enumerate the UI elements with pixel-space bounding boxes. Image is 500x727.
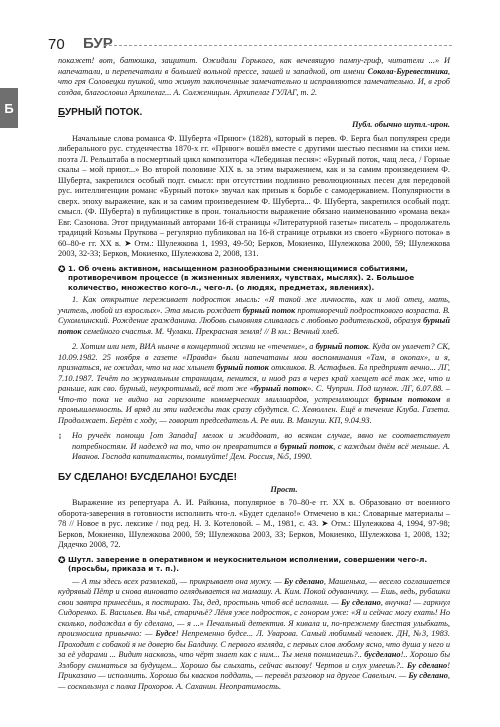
example-paragraph: 2. Хотим или нет, ВИА нынче в концертной жизни не «течение», а бурный поток. Куда он увлечет? СК, 10.09.1982. 25 ноября в газете «Правда» были напечатаны мои воспоминания «Там, в окопах», и я, признаться, не ожидал, что на нас хлынет бурный поток откликов. В. Астафьев. Бл предприят вечно... ЛГ, 7.10.1987. Течёт по журнальным страницам, пенится, и ниод раз в через край хлещет всё так же, что и раньше, как сво. бурный, неукротимый, всё тот же «бурный поток». С. Чуприн. Под шумок. ЛГ, 6.07.88. – Что-то пока не видно на горизонте коммерческих миллиардов, устремляющих бурным потоком в промышленность. И вряд ли эти надежды так сразу сбудутся. С. Хевюллен. Ещё в течение Клуба. Газета. Продолжает. Берёт с ходу, — говорит председатель А. Ре вии. В. Мангуш. КП, 9.04.93. [58, 342, 451, 425]
quote-fragment: , что гря Соловецки пушкой, что живут заключенные замечательно и исправляются замечательно. И, в гроб создав, благословил Архипелаг... А. Солженицын. Архипелаг ГУЛАГ, т. 2. [58, 66, 450, 97]
meaning-bullet-icon: ✪ [58, 263, 66, 274]
meaning-definition: 1. Об очень активном, насыщенном разнообразными сменяющимися событиями, противоречивом процессе (в жизненных явлениях, чувствах, мыслях). 2. Большое количество, множество кого-л., чего-л. (о людях, предметах, явлениях). [68, 263, 415, 292]
quote-fragment: ... [428, 56, 435, 65]
dict-note-text: Но ручеёк помощи [от Запада] мелок и жиддоват, во всяком случае, явно не соответствует потребностям. И надежд на то, что он превратится в бурный поток, с каждым днём всё меньше. А. Иванов. Господа капиталисты, помилуйте! Дем. Россия, №5, 1990. [72, 431, 451, 462]
entry-body: Выражение из репертуара А. И. Райкина, популярное в 70–80-е гг. XX в. Образовано от военного оборота-заверения в готовности исполнить что-л. «Будет сделано!» Отмечено в кн.: Словарные материалы – 78 // Новое в рус. лексике / под ред. Н. З. Котеловой. – М., 1981, с. 43. ➤ Отм.: Шулежкова 4, 1994, 97-98; Берков, Мокиенко, Шулежкова 2000, 59; Шулежкова 2003, 33; Берков, Мокиенко, Шулежкова 1, 2008, 132; Дядечко 2008, 72. [58, 498, 450, 550]
example-paragraph: 1. Как открытие переживает подросток мысль: «Я такой же личность, как и мой отец, мать, учитель, любой из взрослых». Эта мысль рождает бурный поток противоречий подросткового возраста. В. Сухомлинский. Рождение гражданина. Любовь сыновняя сливалась с любовью родительской, образуя бурный поток семейного счастья. М. Чулаки. Прекрасная земля! // В кн.: Вечный хлеб. [58, 295, 450, 336]
page-content [58, 56, 450, 692]
headword-accent: Б [58, 107, 65, 118]
quote-fragment: » И напечатали, и перепечатали в большей вольной прессе, зашей и западной, от имени [58, 56, 450, 76]
dictionary-note [58, 431, 450, 463]
page-number: 70 [48, 36, 65, 53]
meaning-definition: Шутл. заверение в оперативном и неукоснительном исполнении, совершении чего-л. (просьбы, приказа и т. п.). [68, 554, 428, 574]
entry-usage-label: Публ. обычно шутл.-ирон. [352, 120, 450, 129]
meaning-block [58, 264, 450, 293]
top-quote [58, 56, 450, 98]
example-paragraph: — А ты здесь всех развлекай, — прикрывает она мужу. — Бу сделано, Машенька, — весело соглашается кудрявый Пётр и снова виновато оглядывается на мамашу. А. Ким. Покой одуванчику. — Ешь, ведь, рубашки свои завтра принесёшь, я постираю. Ты, дед, простынь чтоб всё исполнил. — Бу сделано, внучка! — гаркнул Сидоренко. Б. Васильев. Вы чьё, старичьё? Лёня уже подросток, с гонором уже: «Я и сейчас могу ехать! Но сколько, подождал в бу сделано, — я ...» Печальный детектив. Я кивала и, по-прежнему блестая улыбкать, произносила привычно: — Будсе! Непременно будсе... Л. Уварова. Самый любимый человек. ДН, №3, 1983. Проходит с собакой я не доверю бы Балдину. С первого взгляда, с первых слов любому ясно, что душа у него и за её ударами ... Видит насквозь, что чёрт знает как с ним... Ты меня понимаешь?.. бусделано!.. Хорошо бы Зэлбору сниматься за будущем... Хорошо бы слыхать, сейчас вызову! Чертов и слух умеешь?.. Бу сделано! Приказано — исполнить. Хорошо бы квасков поддать, — перевёл разговор на другое Савельич. — Бу сделано, — соскользнул с полка Прохоров. А. Саханин. Неопратимость. [58, 576, 451, 691]
dict-note-icon: ↨ [58, 431, 62, 441]
entry-headword [58, 106, 450, 119]
entry-body: Начальные слова романса Ф. Шуберта «Прнюг» (1828), который в перев. Ф. Берга был популярен среди либерального рус. студенчества 1870-х гг. «Прнюг» вошёл вместе с другими шестью песнями на стихи нем. поэта Л. Рельштаба в посмертный цикл композитора «Лебединая песня»: «Бурный поток, чащ леса, / Горные скалы – мой приют...» Во второй половине XIX в. за этим выражением, как и за самим произведением Ф. Шуберта, закрепился особый подт. смысл: при отсутствии подлинно революционных песен для передовой рус. интеллигенции романс «Бурный поток» звучал как призыв к борьбе с самодержавием. Популярности в сверх. эпоху выражение, как и за самим произведением Ф. Шуберта... Ф. Шуберта, закрепился особый подт. смысл. (Ф. Шуберта) в публицистике в прон. тональности выражение обязано наименованию «романа века» Евг. Сазонова. Этот придуманный авторами 16-й страницы «Литературной газеты» писатель – продолжатель традиций Козьмы Пруткова – регулярно публиковал на 16-й странице отрывки из своего «Бурного потока» в 60–80-е гг. XX в. ➤ Отм.: Шулежкова 1, 1993, 49-50; Берков, Мокиенко, Шулежкова 2000, 59; Шулежкова 2003, 32-33; Берков, Мокиенко, Шулежкова 2, 2008, 131. [58, 133, 450, 258]
quote-bold-fragment: Сокола-Буревестника [367, 66, 448, 76]
quote-fragment: покажет! вот, батюшка, защитит. Ожидали Горького, как вечевящую пампу-гриф, читатели [58, 56, 429, 65]
meaning-block [58, 555, 450, 574]
entry-headword: БУ СДЕЛАНО! БУСДЕЛАНО! БУСДЕ! [58, 471, 237, 483]
entry-usage-label: Прост. [270, 484, 298, 494]
header-rule [104, 45, 452, 46]
meaning-bullet-icon: ✪ [58, 554, 66, 565]
letter-tab: Б [0, 88, 18, 128]
headword-text: УРНЫЙ ПОТОК. [64, 107, 143, 118]
running-head: БУР [83, 35, 113, 52]
